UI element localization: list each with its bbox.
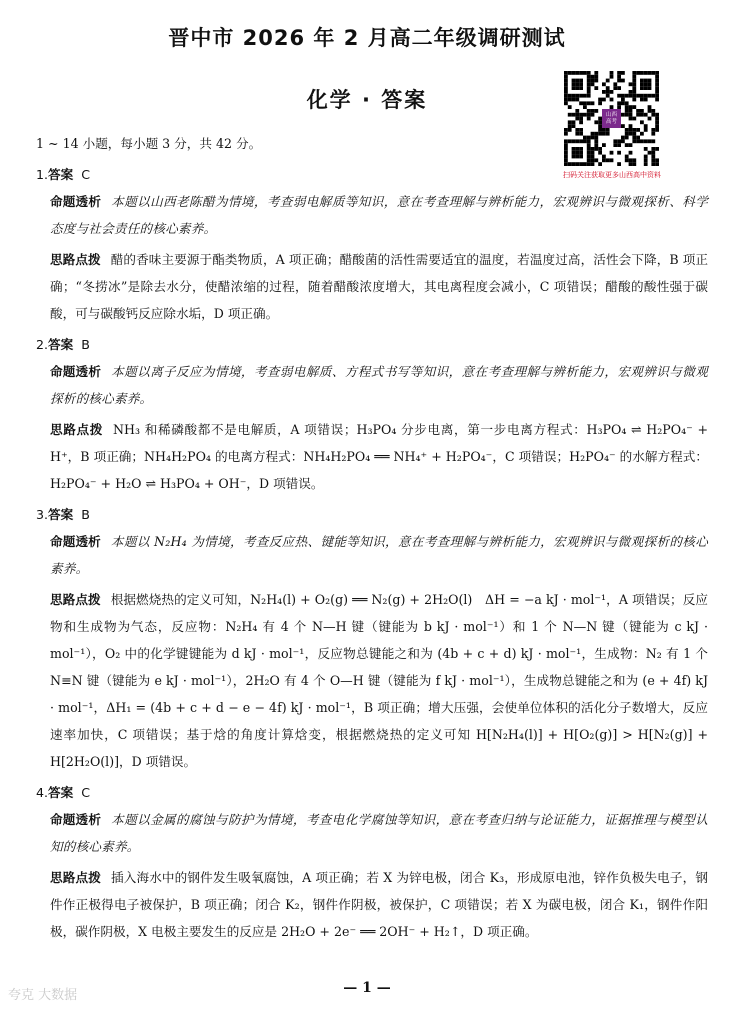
hint-paragraph — [36, 864, 708, 945]
question-number: 1. — [36, 167, 49, 182]
analysis-text: 本题以山西老陈醋为情境，考查弱电解质等知识，意在考查理解与辨析能力，宏观辨识与微观探析、科学态度与社会责任的核心素养。 — [50, 194, 709, 236]
question-number: 2. — [36, 337, 49, 352]
hint-text: NH₃ 和稀磷酸都不是电解质，A 项错误；H₃PO₄ 分步电离，第一步电离方程式：H₃PO₄ ⇌ H₂PO₄⁻ + H⁺，B 项正确；NH₄H₂PO₄ 的电离方程式：NH₄H₂PO₄ ══ NH₄⁺ + H₂PO₄⁻，C 项错误；H₂PO₄⁻ 的水解方程式：H₂PO₄⁻ + H₂O ⇌ H₃PO₄ + OH⁻，D 项错误。 — [50, 422, 708, 491]
answer-subtitle: 化学 · 答案 — [306, 88, 428, 112]
hint-label: 思路点拨 — [50, 870, 101, 885]
hint-text: 插入海水中的钢件发生吸氧腐蚀，A 项正确；若 X 为锌电极，闭合 K₃，形成原电池，锌作负极失电子，钢件作正极得电子被保护，B 项正确；闭合 K₂，钢件作阴极，被保护，C 项错误；若 X 为碳电极，闭合 K₁，钢件作阳极，碳作阴极，X 电极主要发生的反应是 2H₂O + 2e⁻ ══ 2OH⁻ + H₂↑，D 项正确。 — [50, 870, 708, 939]
qr-caption: 扫码关注获取更多山西高中资料 — [563, 171, 661, 179]
page-number: — 1 — — [343, 980, 391, 996]
question-4 — [36, 779, 708, 945]
answer-value: B — [81, 337, 90, 352]
answer-label: 答案 — [48, 167, 74, 182]
analysis-paragraph — [36, 188, 708, 242]
analysis-label: 命题透析 — [50, 534, 101, 549]
hint-label: 思路点拨 — [50, 252, 101, 267]
page-title: 晋中市 2026 年 2 月高二年级调研测试 — [168, 26, 566, 50]
analysis-paragraph — [36, 528, 708, 582]
analysis-paragraph — [36, 358, 708, 412]
answer-value: C — [81, 785, 91, 800]
hint-paragraph — [36, 246, 708, 327]
scoring-intro: 1 ~ 14 小题，每小题 3 分，共 42 分。 — [36, 136, 262, 151]
answer-content — [36, 130, 708, 945]
question-4-head — [36, 779, 708, 806]
analysis-text: 本题以金属的腐蚀与防护为情境，考查电化学腐蚀等知识，意在考查归纳与论证能力，证据推理与模型认知的核心素养。 — [50, 812, 709, 854]
svg-text:高考: 高考 — [605, 119, 618, 125]
question-2-head — [36, 331, 708, 358]
hint-text: 根据燃烧热的定义可知，N₂H₄(l) + O₂(g) ══ N₂(g) + 2H₂O(l) ΔH = −a kJ · mol⁻¹，A 项错误；反应物和生成物为气态，反应物：N₂H₄ 有 4 个 N—H 键（键能为 b kJ · mol⁻¹）和 1 个 N—N 键（键能为 c kJ · mol⁻¹），O₂ 中的化学键键能为 d kJ · mol⁻¹，反应物总键能之和为 (4b + c + d) kJ · mol⁻¹，生成物：N₂ 有 1 个 N≡N 键（键能为 e kJ · mol⁻¹），2H₂O 有 4 个 O—H 键（键能为 f kJ · mol⁻¹），生成物总键能之和为 (e + 4f) kJ · mol⁻¹，ΔH₁ = (4b + c + d − e − 4f) kJ · mol⁻¹，B 项正确；增大压强，会使单位体积的活化分子数增大，反应速率加快，C 项错误；基于焓的角度计算焓变，根据燃烧热的定义可知 H[N₂H₄(l)] + H[O₂(g)] > H[N₂(g)] + H[2H₂O(l)]，D 项错误。 — [50, 592, 708, 769]
question-1-head — [36, 161, 708, 188]
question-2 — [36, 331, 708, 497]
answer-value: B — [81, 507, 90, 522]
question-number: 4. — [36, 785, 49, 800]
analysis-text: 本题以离子反应为情境，考查弱电解质、方程式书写等知识，意在考查理解与辨析能力，宏观辨识与微观探析的核心素养。 — [50, 364, 709, 406]
question-3-head — [36, 501, 708, 528]
analysis-text: 本题以 N₂H₄ 为情境，考查反应热、键能等知识，意在考查理解与辨析能力，宏观辨识与微观探析的核心素养。 — [50, 534, 708, 576]
answer-label: 答案 — [48, 785, 74, 800]
analysis-label: 命题透析 — [50, 812, 102, 827]
analysis-paragraph — [36, 806, 708, 860]
watermark: 夸克 大数据 — [8, 988, 78, 1003]
answer-value: C — [81, 167, 91, 182]
hint-label: 思路点拨 — [50, 422, 103, 437]
hint-label: 思路点拨 — [50, 592, 101, 607]
hint-paragraph — [36, 416, 708, 497]
analysis-label: 命题透析 — [50, 364, 102, 379]
question-3 — [36, 501, 708, 775]
hint-text: 醋的香味主要源于酯类物质，A 项正确；醋酸菌的活性需要适宜的温度，若温度过高，活性会下降，B 项正确；“冬捞冰”是除去水分，使醋浓缩的过程，随着醋酸浓度增大，其电离程度会减小，C 项错误；醋酸的酸性强于碳酸，可与碳酸钙反应除水垢，D 项正确。 — [50, 252, 709, 321]
analysis-label: 命题透析 — [50, 194, 102, 209]
answer-label: 答案 — [48, 507, 74, 522]
question-1 — [36, 161, 708, 327]
hint-paragraph — [36, 586, 708, 775]
question-number: 3. — [36, 507, 49, 522]
svg-text:山西: 山西 — [605, 112, 618, 118]
answer-label: 答案 — [48, 337, 74, 352]
